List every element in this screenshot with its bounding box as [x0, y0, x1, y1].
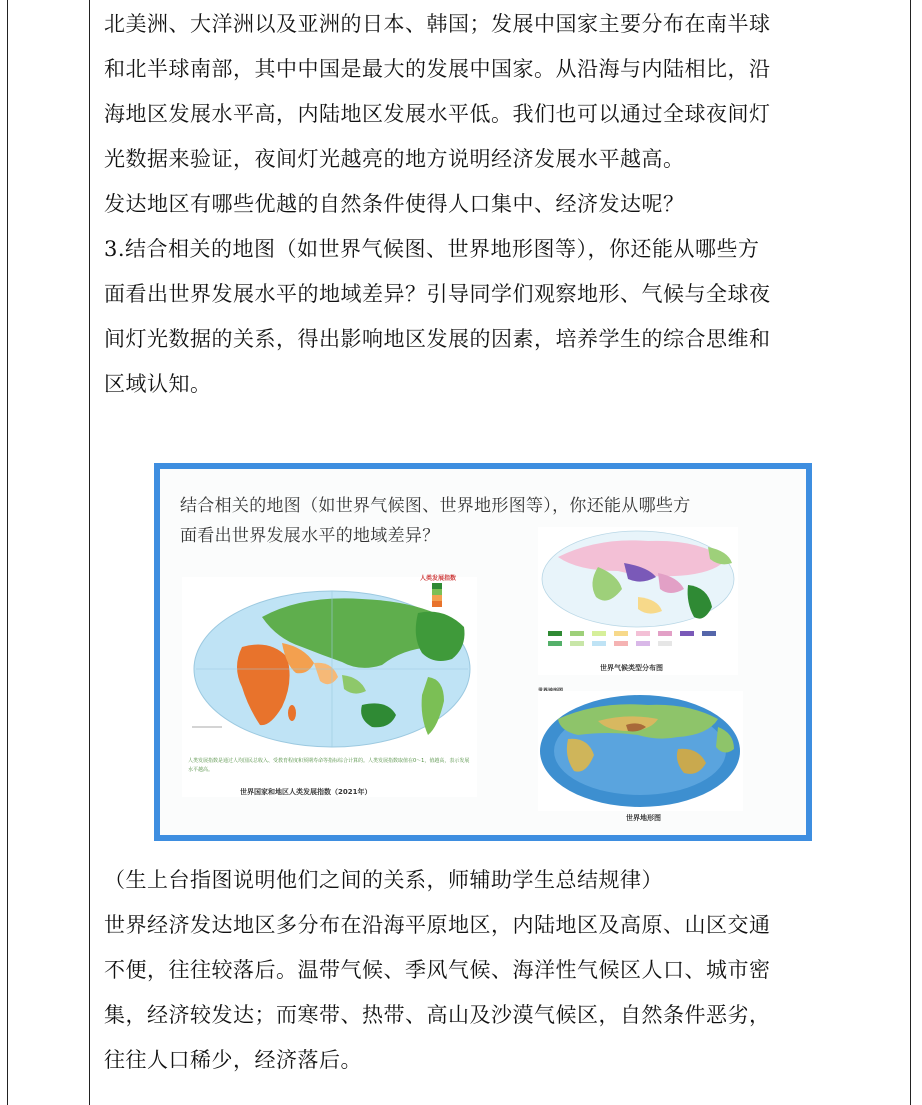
- text-line: 面看出世界发展水平的地域差异？引导同学们观察地形、气候与全球夜: [104, 282, 771, 306]
- slide-title-line: 结合相关的地图（如世界气候图、世界地形图等），你还能从哪些方: [180, 496, 691, 516]
- climate-map: [538, 527, 738, 675]
- text-line: 往往人口稀少，经济落后。: [104, 1048, 362, 1072]
- text-line: 光数据来验证，夜间灯光越亮的地方说明经济发展水平越高。: [104, 147, 685, 171]
- text-line: 集，经济较发达；而寒带、热带、高山及沙漠气候区，自然条件恶劣，: [104, 1003, 771, 1027]
- hdi-legend-swatches: [432, 583, 442, 607]
- slide-inner: [160, 469, 806, 835]
- text-line: 间灯光数据的关系，得出影响地区发展的因素，培养学生的综合思维和: [104, 327, 771, 351]
- hdi-legend-title: 人类发展指数: [420, 575, 457, 582]
- text-line: 发达地区有哪些优越的自然条件使得人口集中、经济发达呢？: [104, 192, 685, 216]
- terrain-map: [538, 691, 743, 811]
- text-line: 和北半球南部，其中中国是最大的发展中国家。从沿海与内陆相比，沿: [104, 57, 771, 81]
- paragraph-1: [104, 2, 900, 407]
- table-border-mid: [89, 0, 90, 1105]
- text-line: 区域认知。: [104, 372, 212, 396]
- slide-title-line: 面看出世界发展水平的地域差异？: [180, 526, 440, 546]
- paragraph-2: [104, 858, 900, 1083]
- terrain-caption: 世界地形图: [626, 814, 661, 822]
- hdi-caption: 世界国家和地区人类发展指数（2021年）: [240, 788, 372, 796]
- text-line: 海地区发展水平高，内陆地区发展水平低。我们也可以通过全球夜间灯: [104, 102, 771, 126]
- table-border-left: [7, 0, 8, 1105]
- climate-caption: 世界气候类型分布图: [600, 664, 663, 672]
- text-line: 世界经济发达地区多分布在沿海平原地区，内陆地区及高原、山区交通: [104, 913, 771, 937]
- text-line: 3.结合相关的地图（如世界气候图、世界地形图等），你还能从哪些方: [104, 237, 760, 261]
- table-border-right: [910, 0, 911, 1105]
- text-line: 不便，往往较落后。温带气候、季风气候、海洋性气候区人口、城市密: [104, 958, 771, 982]
- hdi-note: 人类发展指数是通过人均国民总收入、受教育程度和预期寿命等指标综合计算的。人类发展指数取值在0～1，值越高，表示发展水平越高。: [188, 758, 470, 773]
- slide-figure: [154, 463, 812, 841]
- text-line: 北美洲、大洋洲以及亚洲的日本、韩国；发展中国家主要分布在南半球: [104, 12, 771, 36]
- text-line: （生上台指图说明他们之间的关系，师辅助学生总结规律）: [104, 868, 663, 892]
